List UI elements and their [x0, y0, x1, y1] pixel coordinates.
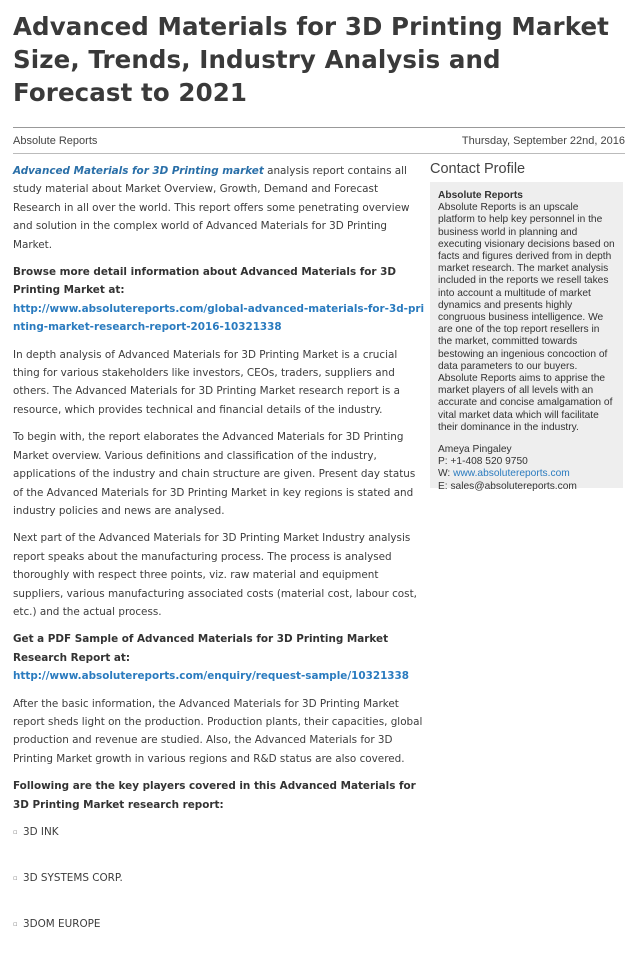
browse-block [13, 263, 425, 337]
paragraph-manufacturing: Next part of the Advanced Materials for 3D Printing Market Industry analysis report speaks about the manufacturing process. The process is analysed thoroughly with respect three points, viz. raw material and equipment suppliers, various manufacturing associated costs (material cost, labour cost, etc.) and the actual process. [13, 532, 417, 618]
contact-profile-box [430, 182, 623, 492]
intro-text: analysis report contains all study material about Market Overview, Growth, Demand and Forecast Research in all over the world. This report offers some penetrating overview and solution in the complex world of Advanced Materials for 3D Printing Market. [13, 165, 410, 251]
sample-block [13, 630, 425, 685]
contact-web [438, 468, 615, 480]
players-heading: Following are the key players covered in this Advanced Materials for 3D Printing Market research report: [13, 780, 416, 811]
contact-profile-heading: Contact Profile [430, 161, 526, 177]
player-name: 3DOM EUROPE [23, 918, 101, 930]
players-list [13, 823, 425, 961]
list-item [13, 869, 425, 915]
web-prefix: W: [438, 468, 454, 480]
meta-divider [13, 153, 625, 154]
bullet-icon: ▫ [13, 920, 18, 928]
paragraph-production: After the basic information, the Advanced Materials for 3D Printing Market report sheds light on the production. Production plants, their capacities, global production and revenue are studied. Also, the Advanced Materials for 3D Printing Market growth in various regions and R&D status are also covered. [13, 697, 423, 765]
list-item [13, 915, 425, 961]
company-description: Absolute Reports is an upscale platform to help key personnel in the business world in planning and executing visionary decisions based on facts and figures derived from in depth market research. The market analysis included in the reports we resell takes into account a multitude of market dynamics and presents highly congruous business intelligence. We are one of the top report resellers in the market, committed towards bestowing an ingenious concoction of data parameters to our buyers. Absolute Reports aims to apprise the market players of all levels with an accurate and concise amalgamation of vital market data which will facilitate their dominance in the industry. [438, 202, 615, 433]
website-link[interactable]: www.absolutereports.com [453, 468, 570, 480]
browse-heading: Browse more detail information about Advanced Materials for 3D Printing Market at: [13, 266, 397, 297]
publisher-name: Absolute Reports [13, 135, 98, 147]
bullet-icon: ▫ [13, 874, 18, 882]
contact-email[interactable]: E: sales@absolutereports.com [438, 480, 577, 492]
paragraph-overview: To begin with, the report elaborates the Advanced Materials for 3D Printing Market overview. Various definitions and classification of the industry, applications of the industry and chain structure are given. Present day status of the Advanced Materials for 3D Printing Market in key regions is stated and industry policies and news are analysed. [13, 431, 416, 517]
list-item [13, 823, 425, 869]
paragraph-analysis: In depth analysis of Advanced Materials for 3D Printing Market is a crucial thing for various stakeholders like investors, CEOs, traders, suppliers and others. The Advanced Materials for 3D Printing Market research report is a resource, which provides technical and financial details of the industry. [13, 348, 400, 416]
article-body [13, 162, 425, 961]
browse-link[interactable]: http://www.absolutereports.com/global-advanced-materials-for-3d-printing-market-research-report-2016-10321338 [13, 302, 425, 334]
player-name: 3D INK [23, 826, 59, 838]
header-divider [13, 127, 625, 128]
intro-highlight: Advanced Materials for 3D Printing market [13, 165, 264, 177]
bullet-icon: ▫ [13, 828, 18, 836]
contact-phone: P: +1-408 520 9750 [438, 456, 528, 468]
publish-date: Thursday, September 22nd, 2016 [461, 135, 625, 147]
company-name: Absolute Reports [438, 190, 523, 201]
contact-name: Ameya Pingaley [438, 444, 512, 456]
page-title: Advanced Materials for 3D Printing Market Size, Trends, Industry Analysis and Forecast to 2021 [13, 12, 609, 107]
sample-heading: Get a PDF Sample of Advanced Materials for 3D Printing Market Research Report at: [13, 633, 389, 664]
sample-link[interactable]: http://www.absolutereports.com/enquiry/request-sample/10321338 [13, 670, 409, 683]
intro-paragraph [13, 162, 425, 254]
player-name: 3D SYSTEMS CORP. [23, 872, 123, 884]
